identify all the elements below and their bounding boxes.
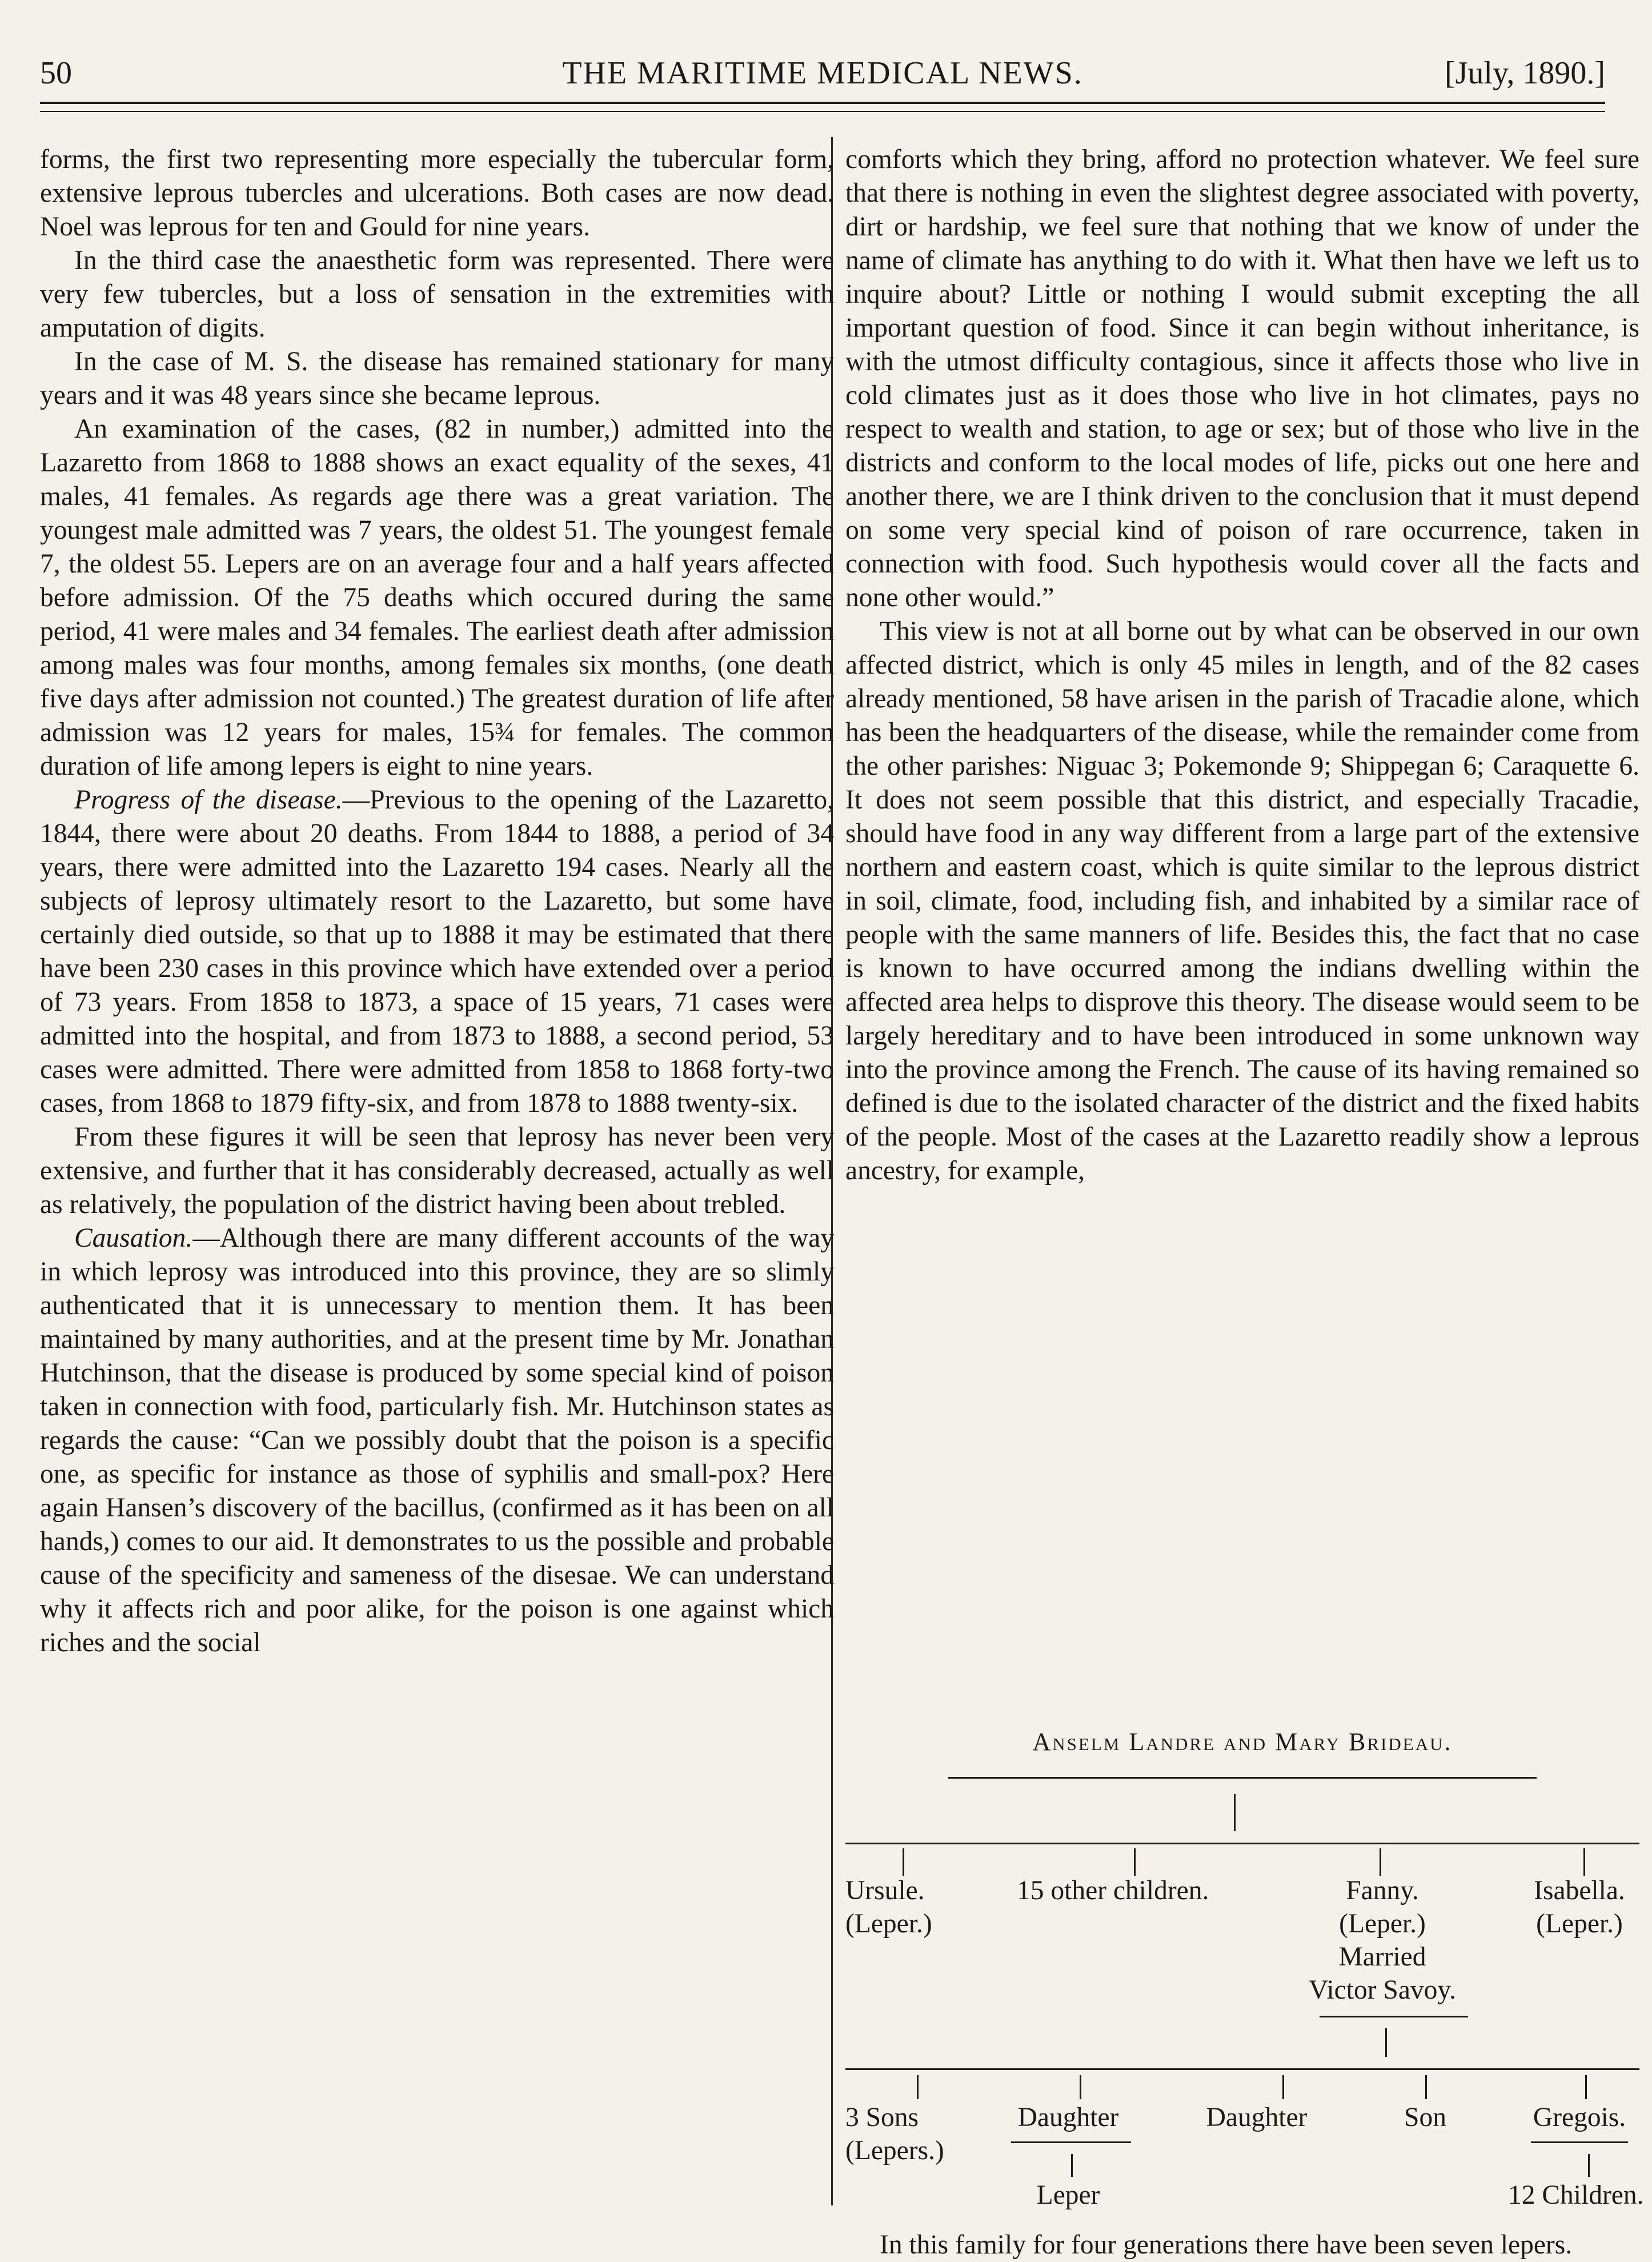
tree-drop	[1282, 2075, 1284, 2099]
paragraph: From these figures it will be seen that leprosy has never been very extensive, and further that it has considerably decreased, actually as well as relatively, the population of the district having been about trebled.	[40, 1122, 834, 1219]
tree-branch-gen2	[845, 1843, 1639, 1844]
person-note: (Leper.)	[1339, 1909, 1426, 1939]
tree-stem	[1385, 2028, 1387, 2057]
tree-branch-gen3	[845, 2068, 1639, 2070]
tree-underline	[1011, 2141, 1131, 2143]
journal-title: THE MARITIME MEDICAL NEWS.	[562, 55, 1083, 91]
person-name: Fanny.	[1346, 1876, 1419, 1905]
tree-drop	[917, 2075, 919, 2099]
family-tree	[845, 1728, 1644, 2228]
paragraph: In the case of M. S. the disease has remained stationary for many years and it was 48 years since she became leprous.	[40, 347, 834, 410]
paragraph-progress	[40, 783, 834, 1120]
person-daughter: Daughter	[1206, 2103, 1308, 2132]
tree-drop	[1380, 1848, 1381, 1876]
tree-drop	[1134, 1848, 1136, 1876]
header-rule-bottom	[40, 111, 1605, 112]
paragraph: In the third case the anaesthetic form was represented. There were very few tubercles, but a loss of sensation in the extremities with amputation of digits.	[40, 246, 834, 343]
tree-stem	[1234, 1794, 1236, 1831]
tree-drop	[1425, 2075, 1427, 2099]
tree-drop	[1071, 2154, 1073, 2177]
paragraph: forms, the first two representing more especially the tubercular form, extensive leprous tubercles and ulcerations. Both cases are now dead. Noel was leprous for ten and Gould for nine years.	[40, 145, 834, 242]
person-name: Isabella.	[1534, 1876, 1625, 1905]
left-column	[40, 143, 834, 1660]
section-heading: Progress of the disease.	[74, 785, 343, 815]
paragraph: This view is not at all borne out by what can be observed in our own affected district, which is only 45 miles in length, and of the 82 cases already mentioned, 58 have arisen in the parish of Tracadie alone, which has been the headquarters of the disease, while the remainder come from the other parishes: Niguac 3; Pokemonde 9; Shippegan 6; Caraquette 6. It does not seem possible that this district, and especially Tracadie, should have food in any way different from a large part of the extensive northern and eastern coast, which is quite similar to the leprous district in soil, climate, food, including fish, and inhabited by a similar race of people with the same manners of life. Besides this, the fact that no case is known to have occurred among the indians dwelling within the affected area helps to disprove this theory. The disease would seem to be largely hereditary and to have been introduced in some unknown way into the province among the French. The cause of its having remained so defined is due to the isolated character of the district and the fixed habits of the people. Most of the cases at the Lazaretto readily show a leprous ancestry, for example,	[845, 616, 1639, 1186]
person-spouse: Victor Savoy.	[1309, 1975, 1456, 2005]
person-name: 3 Sons	[845, 2103, 919, 2132]
tree-drop	[1585, 2075, 1587, 2099]
page-number: 50	[40, 55, 72, 91]
person-note: (Leper.)	[845, 1909, 932, 1939]
person-note: (Lepers.)	[845, 2136, 944, 2165]
tree-underline	[948, 1777, 1537, 1779]
paragraph: comforts which they bring, afford no protection whatever. We feel sure that there is nothing in even the slightest degree associated with poverty, dirt or hardship, we feel sure that nothing that we know of under the name of climate has anything to do with it. What then have we left us to inquire about? Little or nothing I would submit excepting the all important question of food. Since it can begin without inheritance, is with the utmost difficulty contagious, since it affects those who live in cold climates just as it does those who live in hot climates, pays no respect to wealth and station, to age or sex; but of those who live in the districts and conform to the local modes of life, picks out one here and another there, we are I think driven to the conclusion that it must depend on some very special kind of poison of rare occurrence, taken in connection with food. Such hypothesis would cover all the facts and none other would.”	[845, 145, 1639, 612]
person-name: Ursule.	[845, 1876, 925, 1905]
tree-drop	[1588, 2154, 1590, 2177]
gen4-children: 12 Children.	[1508, 2180, 1644, 2210]
running-head	[40, 50, 1605, 96]
header-rule-top	[40, 102, 1605, 104]
other-children: 15 other children.	[1017, 1876, 1209, 1905]
person-isabella	[1519, 1874, 1639, 1940]
tree-drop	[1080, 2075, 1081, 2099]
paragraph-text: —Although there are many different accounts of the way in which leprosy was introduced into this province, they are so slimly authenticated that it is unnecessary to mention them. It has been maintained by many authorities, and at the present time by Mr. Jonathan Hutchinson, that the disease is produced by some special kind of poison taken in connection with food, particularly fish. Mr. Hutchinson states as regards the cause: “Can we possibly doubt that the poison is a specific one, as specific for instance as those of syphilis and small-pox? Here again Hansen’s discovery of the bacillus, (confirmed as it has been on all hands,) comes to our aid. It demonstrates to us the possible and probable cause of the specificity and sameness of the disesae. We can understand why it affects rich and poor alike, for the poison is one against which riches and the social	[40, 1223, 834, 1658]
person-daughter: Daughter	[1017, 2103, 1119, 2132]
person-ursule	[845, 1874, 932, 1940]
person-note: (Leper.)	[1536, 1909, 1623, 1939]
tree-drop	[1583, 1848, 1585, 1876]
tree-underline	[1320, 2016, 1468, 2017]
person-gregois: Gregois.	[1533, 2103, 1626, 2132]
person-note: Married	[1338, 1942, 1426, 1972]
tree-underline	[1531, 2141, 1628, 2143]
gen4-leper: Leper	[1036, 2180, 1100, 2210]
three-sons	[845, 2101, 944, 2167]
right-column	[845, 143, 1644, 2260]
closing-paragraph: In this family for four generations there have been seven lepers.	[880, 2230, 1573, 2260]
issue-date: [July, 1890.]	[1444, 55, 1605, 91]
section-heading: Causation.	[74, 1223, 193, 1253]
person-fanny	[1314, 1874, 1451, 1973]
person-son: Son	[1404, 2103, 1446, 2132]
paragraph: An examination of the cases, (82 in number,) admitted into the Lazaretto from 1868 to 1888 shows an exact equality of the sexes, 41 males, 41 females. As regards age there was a great variation. The youngest male admitted was 7 years, the oldest 51. The youngest female 7, the oldest 55. Lepers are on an average four and a half years affected before admission. Of the 75 deaths which occured during the same period, 41 were males and 34 females. The earliest death after admission among males was four months, among females six months, (one death five days after admission not counted.) The greatest duration of life after admission was 12 years for males, 15¾ for females. The common duration of life among lepers is eight to nine years.	[40, 414, 834, 781]
paragraph-causation	[40, 1222, 834, 1660]
paragraph-text: —Previous to the opening of the Lazaretto, 1844, there were about 20 deaths. From 1844 to 1888, a period of 34 years, there were admitted into the Lazaretto 194 cases. Nearly all the subjects of leprosy ultimately resort to the Lazaretto, but some have certainly died outside, so that up to 1888 it may be estimated that there have been 230 cases in this province which have extended over a period of 73 years. From 1858 to 1873, a space of 15 years, 71 cases were admitted into the hospital, and from 1873 to 1888, a second period, 53 cases were admitted. There were admitted from 1858 to 1868 forty-two cases, from 1868 to 1879 fifty-six, and from 1878 to 1888 twenty-six.	[40, 785, 834, 1118]
tree-root: Anselm Landre and Mary Brideau.	[1032, 1728, 1453, 1756]
tree-drop	[903, 1848, 904, 1876]
